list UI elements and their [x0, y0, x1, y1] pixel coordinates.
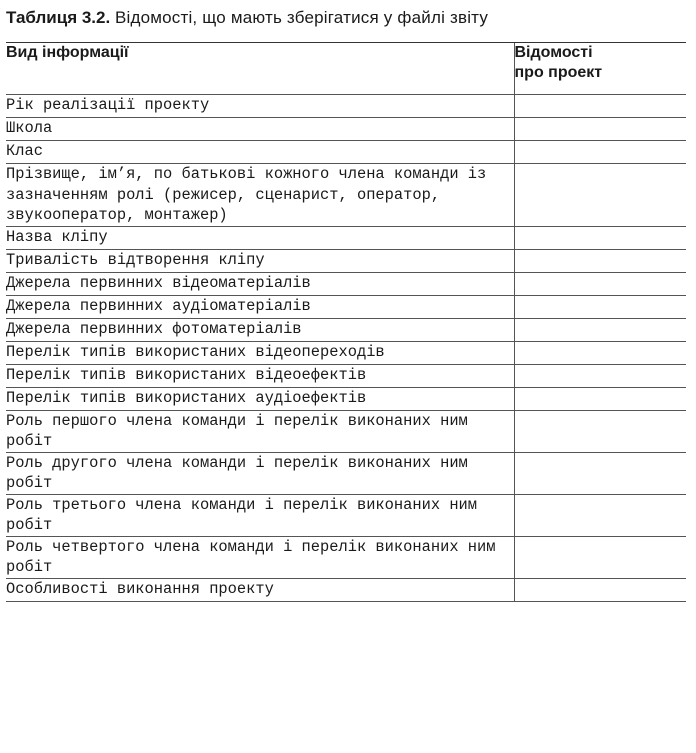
project-info-cell[interactable] — [514, 410, 686, 452]
table-row — [6, 226, 686, 249]
project-info-cell[interactable] — [514, 95, 686, 118]
project-info-cell[interactable] — [514, 226, 686, 249]
project-info-cell[interactable] — [514, 387, 686, 410]
table-body — [6, 95, 686, 602]
table-row — [6, 295, 686, 318]
table-row — [6, 318, 686, 341]
table-row — [6, 536, 686, 578]
info-type-cell: Школа — [6, 118, 514, 141]
info-type-cell: Роль третього члена команди і перелік виконаних ним робіт — [6, 494, 514, 536]
info-type-cell: Роль першого члена команди і перелік виконаних ним робіт — [6, 410, 514, 452]
project-info-cell[interactable] — [514, 141, 686, 164]
info-type-cell: Тривалість відтворення кліпу — [6, 249, 514, 272]
info-type-cell: Перелік типів використаних аудіоефектів — [6, 387, 514, 410]
project-info-cell[interactable] — [514, 536, 686, 578]
info-type-cell: Рік реалізації проекту — [6, 95, 514, 118]
project-info-cell[interactable] — [514, 578, 686, 601]
info-type-cell: Джерела первинних відеоматеріалів — [6, 272, 514, 295]
table-row — [6, 164, 686, 227]
info-type-cell: Роль четвертого члена команди і перелік виконаних ним робіт — [6, 536, 514, 578]
project-info-cell[interactable] — [514, 452, 686, 494]
project-info-cell[interactable] — [514, 249, 686, 272]
table-caption — [6, 8, 488, 28]
table-number: Таблиця 3.2. — [6, 8, 111, 27]
table-row — [6, 341, 686, 364]
header-info-type: Вид інформації — [6, 43, 514, 95]
project-info-cell[interactable] — [514, 364, 686, 387]
report-info-table — [6, 42, 686, 602]
table-row — [6, 118, 686, 141]
info-type-cell: Особливості виконання проекту — [6, 578, 514, 601]
table-row — [6, 249, 686, 272]
table-row — [6, 272, 686, 295]
info-type-cell: Клас — [6, 141, 514, 164]
project-info-cell[interactable] — [514, 341, 686, 364]
table-row — [6, 387, 686, 410]
project-info-cell[interactable] — [514, 494, 686, 536]
info-type-cell: Прізвище, ім’я, по батькові кожного члена команди із зазначенням ролі (режисер, сценарист, оператор, звукооператор, монтажер) — [6, 164, 514, 227]
table-header-row — [6, 43, 686, 95]
info-type-cell: Перелік типів використаних відеопереходів — [6, 341, 514, 364]
table-row — [6, 95, 686, 118]
project-info-cell[interactable] — [514, 295, 686, 318]
info-type-cell: Джерела первинних фотоматеріалів — [6, 318, 514, 341]
header-project-info: Відомості про проект — [514, 43, 686, 95]
project-info-cell[interactable] — [514, 118, 686, 141]
table-row — [6, 141, 686, 164]
project-info-cell[interactable] — [514, 318, 686, 341]
table-title: Відомості, що мають зберігатися у файлі звіту — [114, 8, 489, 27]
table-row — [6, 452, 686, 494]
info-type-cell: Перелік типів використаних відеоефектів — [6, 364, 514, 387]
project-info-cell[interactable] — [514, 164, 686, 227]
table-row — [6, 494, 686, 536]
info-type-cell: Джерела первинних аудіоматеріалів — [6, 295, 514, 318]
project-info-cell[interactable] — [514, 272, 686, 295]
table-row — [6, 364, 686, 387]
info-type-cell: Назва кліпу — [6, 226, 514, 249]
table-row — [6, 578, 686, 601]
table-row — [6, 410, 686, 452]
info-type-cell: Роль другого члена команди і перелік виконаних ним робіт — [6, 452, 514, 494]
